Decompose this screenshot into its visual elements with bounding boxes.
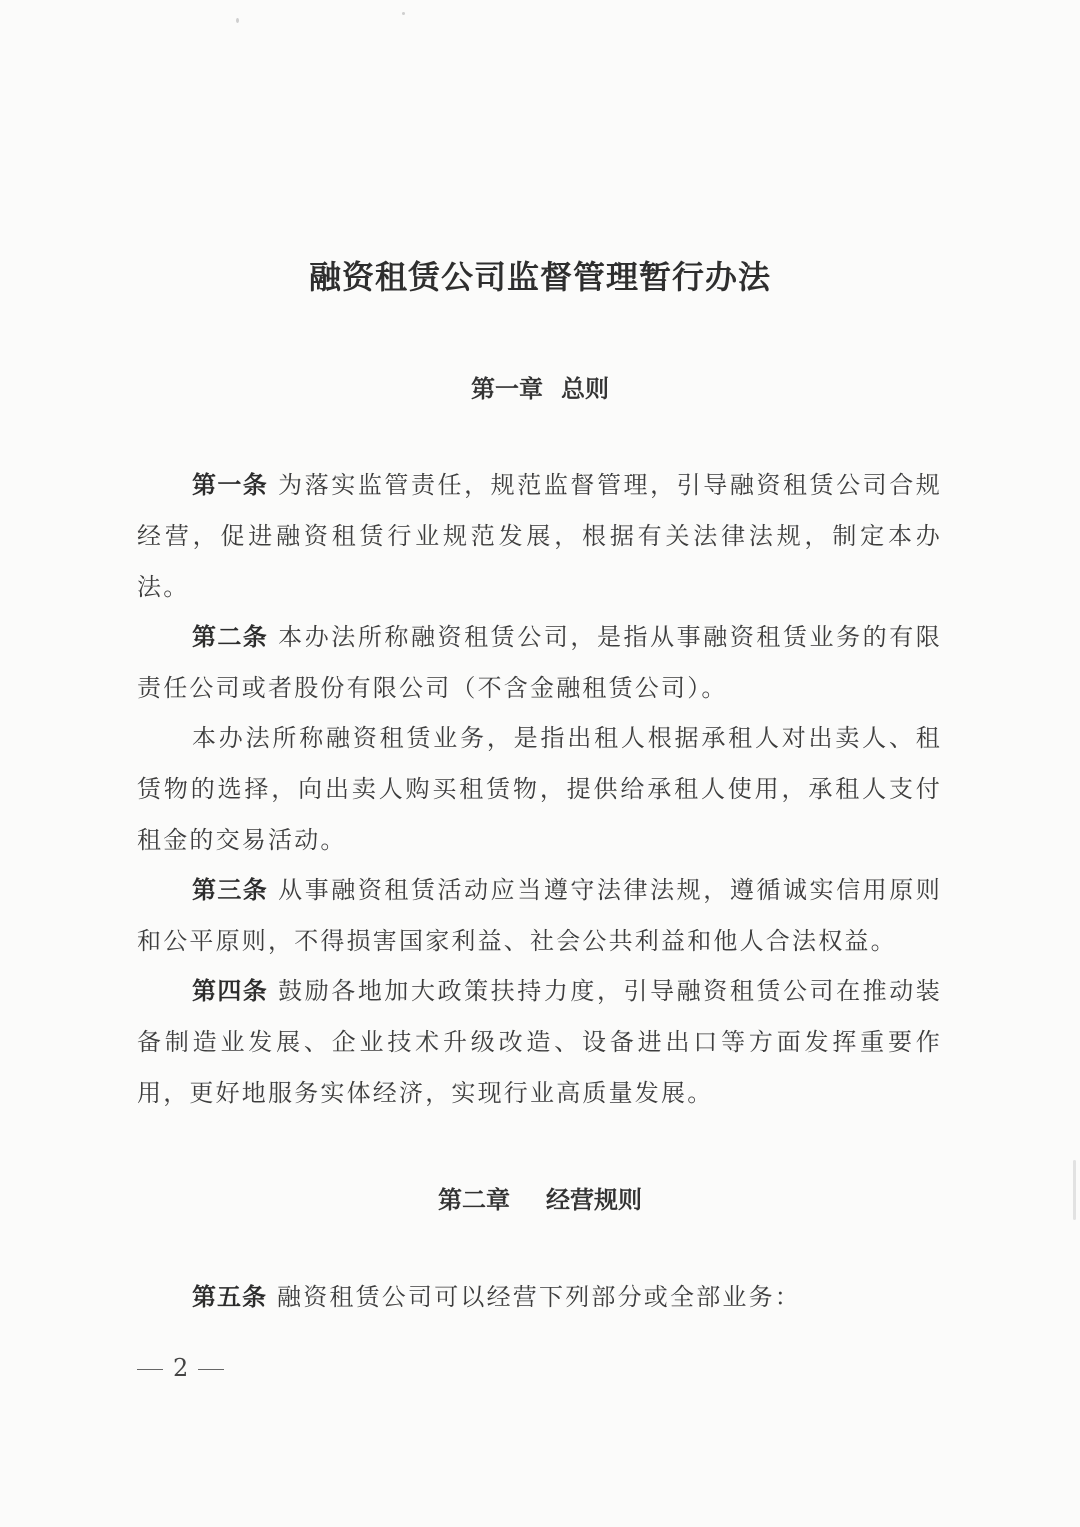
article-3	[137, 865, 942, 967]
chapter-name: 总则	[561, 375, 609, 403]
article-text: 融资租赁公司可以经营下列部分或全部业务：	[277, 1283, 801, 1311]
article-number: 第三条	[192, 876, 269, 904]
page-number	[137, 1354, 224, 1382]
article-text: 鼓励各地加大政策扶持力度，引导融资租赁公司在推动装备制造业发展、企业技术升级改造、设备进出口等方面发挥重要作用，更好地服务实体经济，实现行业高质量发展。	[137, 977, 943, 1107]
article-2-paragraph-2	[137, 713, 942, 866]
article-number: 第二条	[192, 623, 269, 651]
page-number-dash-right	[198, 1369, 224, 1370]
article-number: 第五条	[192, 1283, 267, 1311]
article-1	[137, 460, 942, 613]
document-title: 融资租赁公司监督管理暂行办法	[308, 258, 771, 296]
page-number-value: 2	[173, 1354, 189, 1382]
scan-speck	[402, 12, 405, 15]
chapter-heading-2	[0, 1180, 1080, 1215]
article-text: 本办法所称融资租赁公司，是指从事融资租赁业务的有限责任公司或者股份有限公司（不含金融租赁公司）。	[137, 623, 943, 702]
article-number: 第一条	[192, 471, 269, 499]
article-number: 第四条	[192, 977, 269, 1005]
article-4	[137, 966, 942, 1119]
chapter-name: 经营规则	[546, 1186, 642, 1214]
chapter-heading-1	[0, 369, 1080, 404]
chapter-number: 第二章	[438, 1186, 510, 1214]
chapter-number: 第一章	[471, 375, 543, 403]
page-number-dash-left	[137, 1369, 163, 1370]
article-2	[137, 612, 942, 714]
article-text: 本办法所称融资租赁业务，是指出租人根据承租人对出卖人、租赁物的选择，向出卖人购买租赁物，提供给承租人使用，承租人支付租金的交易活动。	[137, 724, 942, 854]
article-5	[137, 1272, 942, 1323]
scan-speck	[1073, 1160, 1076, 1220]
article-text: 从事融资租赁活动应当遵守法律法规，遵循诚实信用原则和公平原则，不得损害国家利益、社会公共利益和他人合法权益。	[137, 876, 943, 955]
article-text: 为落实监管责任，规范监督管理，引导融资租赁公司合规经营，促进融资租赁行业规范发展，根据有关法律法规，制定本办法。	[137, 471, 943, 601]
scan-speck	[236, 18, 239, 23]
